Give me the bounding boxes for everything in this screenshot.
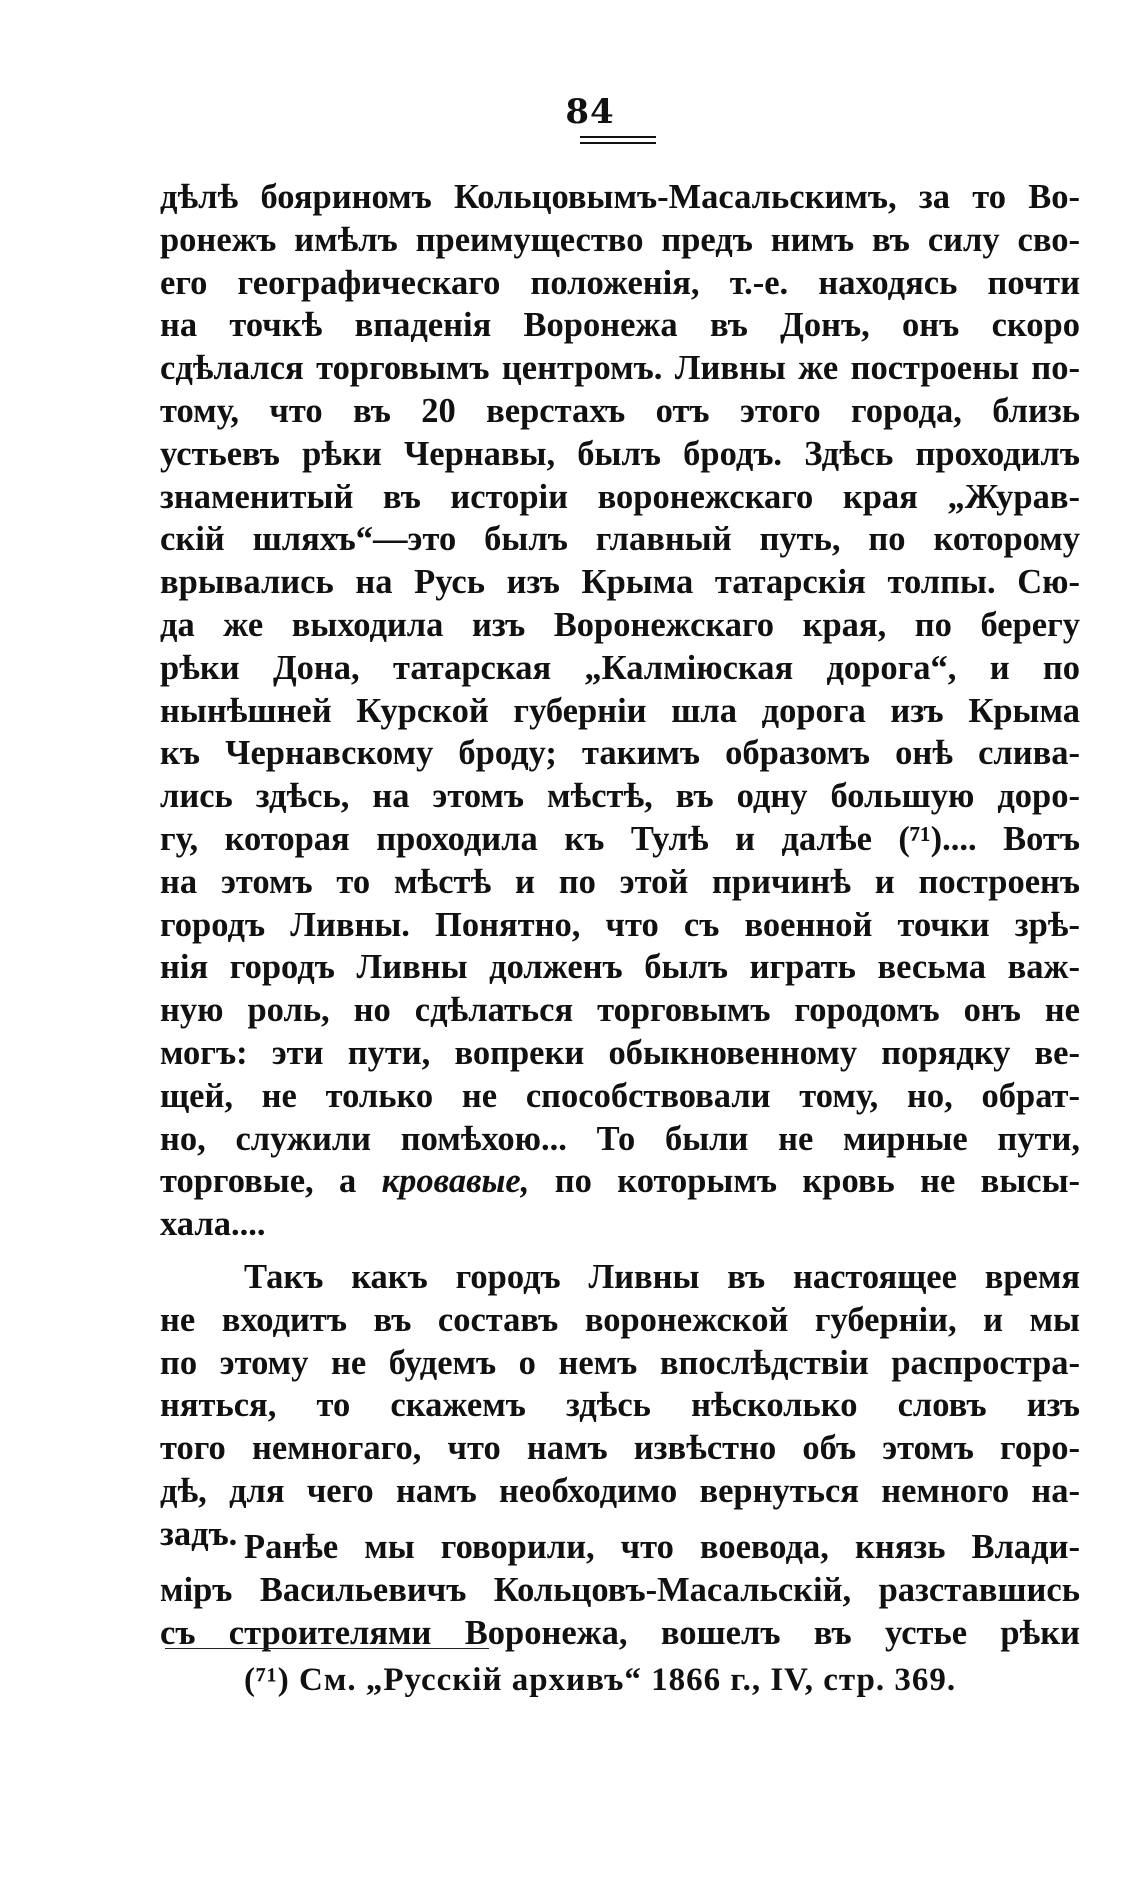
- footnote: (⁷¹) См. „Русскій архивъ“ 1866 г., IV, стр. 369.: [244, 1662, 957, 1698]
- text-line-with-italic: [160, 1160, 1080, 1203]
- text-line: дѣ, для чего намъ необходимо вернуться немного на-: [160, 1471, 1080, 1510]
- text-line: къ Чернавскому броду; такимъ образомъ онѣ слива-: [160, 734, 1080, 773]
- text-line: Такъ какъ городъ Ливны въ настоящее время: [244, 1258, 1080, 1296]
- text-line: на этомъ то мѣстѣ и по этой причинѣ и построенъ: [160, 862, 1080, 901]
- text-line: но, служили помѣхою... То были не мирные пути,: [160, 1119, 1080, 1158]
- page-number: 84: [565, 92, 615, 132]
- text-line: ронежъ имѣлъ преимущество предъ нимъ въ силу сво-: [160, 220, 1080, 259]
- text-line: могъ: эти пути, вопреки обыкновенному порядку ве-: [160, 1033, 1080, 1072]
- page-number-rule-top: [580, 136, 656, 138]
- text-line: того немногаго, что намъ извѣстно объ этомъ горо-: [160, 1429, 1080, 1468]
- text-line: хала....: [160, 1205, 266, 1244]
- text-line: рѣки Дона, татарская „Калміюская дорога“, и по: [160, 648, 1080, 687]
- page-number-block: [0, 92, 1140, 132]
- text-line: ную роль, но сдѣлаться торговымъ городомъ онъ не: [160, 991, 1080, 1030]
- footnote-rule: [165, 1648, 489, 1649]
- text-line: устьевъ рѣки Чернавы, былъ бродъ. Здѣсь проходилъ: [160, 434, 1080, 473]
- page-number-rule-bottom: [580, 142, 656, 144]
- paragraph-2: [160, 1256, 1080, 1556]
- text-line: гу, которая проходила къ Тулѣ и далѣе (⁷¹).... Вотъ: [160, 819, 1080, 858]
- text-line: няться, то скажемъ здѣсь нѣсколько словъ изъ: [160, 1386, 1080, 1425]
- text-line: нынѣшней Курской губерніи шла дорога изъ Крыма: [160, 691, 1080, 730]
- text-line: дѣлѣ бояриномъ Кольцовымъ-Масальскимъ, за то Во-: [160, 178, 1080, 216]
- text-line: сдѣлался торговымъ центромъ. Ливны же построены по-: [160, 349, 1080, 388]
- text-line: да же выходила изъ Воронежскаго края, по берегу: [160, 605, 1080, 644]
- text-line: щей, не только не способствовали тому, но, обрат-: [160, 1076, 1080, 1115]
- text-line: лись здѣсь, на этомъ мѣстѣ, въ одну большую доро-: [160, 777, 1080, 816]
- text-line: его географическаго положенія, т.-е. находясь почти: [160, 263, 1080, 302]
- text-line: нія городъ Ливны долженъ былъ играть весьма важ-: [160, 948, 1080, 987]
- text-line: знаменитый въ исторіи воронежскаго края „Журав-: [160, 477, 1080, 516]
- text-line: на точкѣ впаденія Воронежа въ Донъ, онъ скоро: [160, 306, 1080, 345]
- text-line: задъ.: [160, 1514, 238, 1553]
- text-segment: торговые, а: [160, 1162, 382, 1201]
- text-line: по этому не будемъ о немъ впослѣдствіи распростра-: [160, 1343, 1080, 1382]
- text-line: не входитъ въ составъ воронежской губерніи, и мы: [160, 1300, 1080, 1339]
- text-line: съ строителями Воронежа, вошелъ въ устье рѣки: [160, 1613, 1080, 1652]
- paragraph-1: [160, 176, 1080, 1246]
- text-line: городъ Ливны. Понятно, что съ военной точки зрѣ-: [160, 905, 1080, 944]
- italic-word: кровавые,: [381, 1162, 530, 1201]
- text-line: міръ Васильевичъ Кольцовъ-Масальскій, разставшись: [160, 1570, 1080, 1609]
- text-line: тому, что въ 20 верстахъ отъ этого города, близь: [160, 391, 1080, 430]
- text-segment: по которымъ кровь не высы-: [529, 1162, 1080, 1201]
- paragraph-3: [160, 1526, 1080, 1654]
- text-line: Ранѣе мы говорили, что воевода, князь Влади-: [244, 1528, 1080, 1566]
- text-line: скій шляхъ“—это былъ главный путь, по которому: [160, 520, 1080, 559]
- text-line: врывались на Русь изъ Крыма татарскія толпы. Сю-: [160, 563, 1080, 602]
